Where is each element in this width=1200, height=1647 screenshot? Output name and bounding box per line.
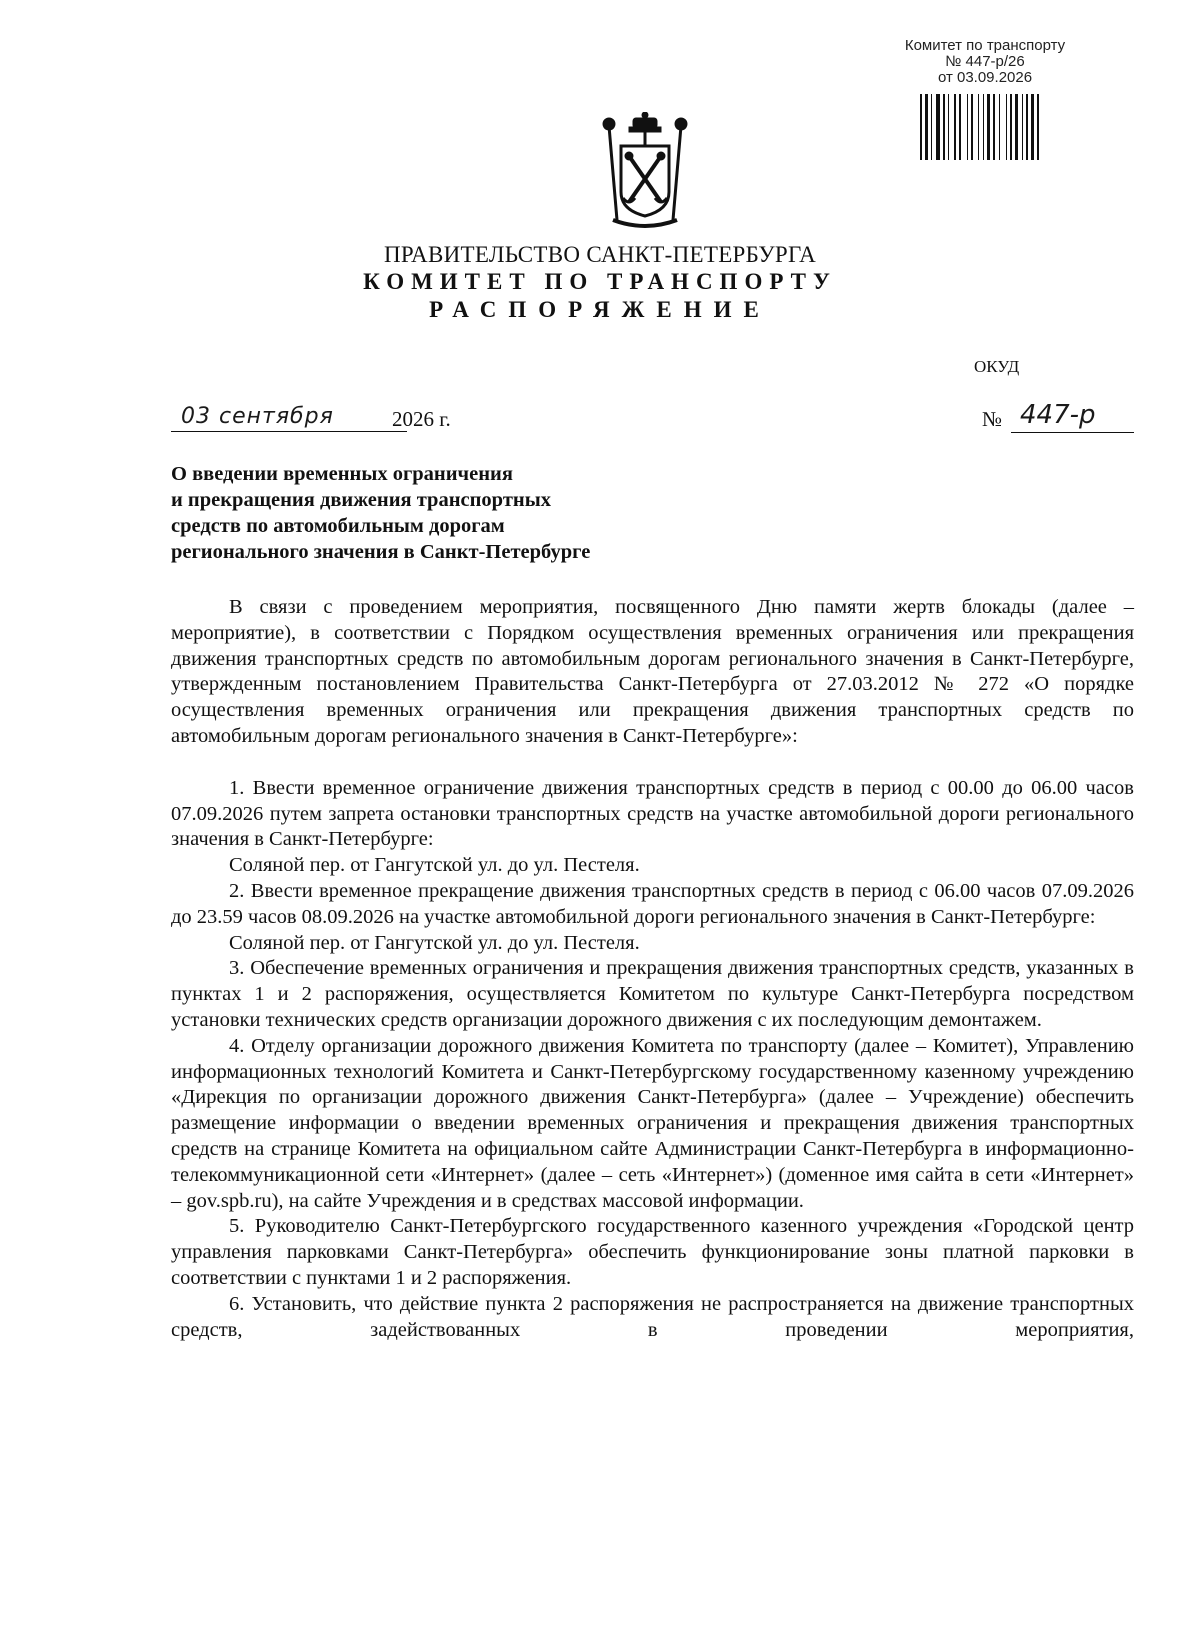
title-line: и прекращения движения транспортных (171, 489, 551, 511)
handwritten-number: 447-р (1020, 400, 1096, 430)
okud-label: ОКУД (974, 357, 1020, 376)
item-6-paragraph: 6. Установить, что действие пункта 2 распоряжения не распространяется на движение транспортных средств, задействованных в проведении мероприятия, (171, 1292, 1134, 1341)
item-2-paragraph: 2. Ввести временное прекращение движения транспортных средств в период с 06.00 часов 07.09.2026 до 23.59 часов 08.09.2026 на участке автомобильной дороги регионального значения в Санкт-Петербурге: (171, 879, 1134, 928)
government-heading: ПРАВИТЕЛЬСТВО САНКТ-ПЕТЕРБУРГА (383, 242, 817, 267)
committee-heading: КОМИТЕТ ПО ТРАНСПОРТУ (363, 269, 837, 294)
document-body (171, 595, 1134, 1343)
item-3-paragraph: 3. Обеспечение временных ограничения и прекращения движения транспортных средств, указанных в пунктах 1 и 2 распоряжения, осуществляется Комитетом по культуре Санкт-Петербурга посредством установки технических средств организации дорожного движения с их последующим демонтажем. (171, 957, 1134, 1031)
title-line: О введении временных ограничения (171, 463, 513, 485)
registration-stamp (880, 38, 1090, 86)
stamp-committee: Комитет по транспорту (904, 37, 1066, 54)
document-title (171, 461, 771, 565)
number-sign: № (982, 407, 1003, 431)
item-2-street: Соляной пер. от Гангутской ул. до ул. Пестеля. (229, 931, 640, 954)
st-petersburg-coat-of-arms-icon (595, 112, 695, 230)
item-5-paragraph: 5. Руководителю Санкт-Петербургского государственного казенного учреждения «Городской центр управления парковками Санкт-Петербурга» обеспечить функционирование зоны платной парковки в соответствии с пунктами 1 и 2 распоряжения. (171, 1215, 1134, 1289)
document-type-heading: РАСПОРЯЖЕНИЕ (429, 297, 771, 322)
title-line: средств по автомобильным дорогам (171, 515, 505, 537)
item-1-street: Соляной пер. от Гангутской ул. до ул. Пестеля. (229, 854, 640, 877)
stamp-number: № 447-р/26 (945, 53, 1025, 70)
stamp-date: от 03.09.2026 (937, 69, 1033, 86)
item-1-paragraph: 1. Ввести временное ограничение движения транспортных средств в период с 00.00 до 06.00 часов 07.09.2026 путем запрета остановки транспортных средств на участке автомобильной дороги регионального значения в Санкт-Петербурге: (171, 776, 1134, 851)
title-line: регионального значения в Санкт-Петербурге (171, 541, 591, 563)
barcode-icon (918, 94, 1088, 160)
item-4-paragraph: 4. Отделу организации дорожного движения Комитета по транспорту (далее – Комитет), Управлению информационных технологий Комитета и Санкт-Петербургскому государственному казенному учреждению «Дирекция по организации дорожного движения Санкт-Петербурга» (далее – Учреждение) обеспечить размещение информации о введении временных ограничения и прекращения движения транспортных средств на странице Комитета на официальном сайте Администрации Санкт-Петербурга в информационно-телекоммуникационной сети «Интернет» (далее – сеть «Интернет») (доменное имя сайта в сети «Интернет» – gov.spb.ru), на сайте Учреждения и в средствах массовой информации. (171, 1034, 1134, 1212)
preamble-paragraph: В связи с проведением мероприятия, посвященного Дню памяти жертв блокады (далее – мероприятие), в соответствии с Порядком осуществления временных ограничения или прекращения движения транспортных средств по автомобильным дорогам регионального значения в Санкт-Петербурге, утвержденным постановлением Правительства Санкт-Петербурга от 27.03.2012 № 272 «О порядке осуществления временных ограничения или прекращения движения транспортных средств по автомобильным дорогам регионального значения в Санкт-Петербурге»: (171, 596, 1134, 747)
date-year: 2026 г. (392, 407, 451, 431)
handwritten-date: 03 сентября (181, 404, 334, 429)
